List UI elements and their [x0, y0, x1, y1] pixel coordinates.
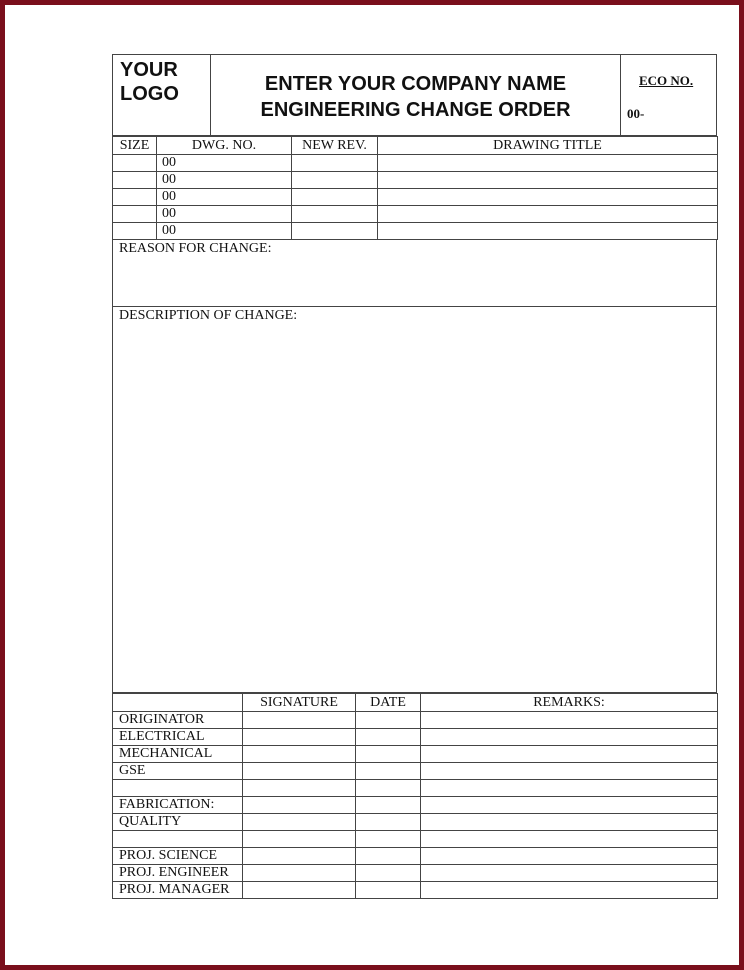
new-rev-cell[interactable]	[292, 155, 378, 172]
dwg-no-cell[interactable]: 00	[157, 223, 292, 240]
company-name: ENTER YOUR COMPANY NAME	[264, 73, 567, 95]
date-cell[interactable]	[356, 814, 421, 831]
remarks-cell[interactable]	[421, 746, 718, 763]
description-of-change-field[interactable]	[112, 307, 717, 693]
signoff-row	[113, 848, 718, 865]
dwg-no-cell[interactable]: 00	[157, 172, 292, 189]
signoff-row	[113, 780, 718, 797]
signoff-row	[113, 797, 718, 814]
signoff-row	[113, 865, 718, 882]
remarks-cell[interactable]	[421, 814, 718, 831]
new-rev-cell[interactable]	[292, 172, 378, 189]
date-cell[interactable]	[356, 882, 421, 899]
signature-cell[interactable]	[243, 848, 356, 865]
remarks-cell[interactable]	[421, 848, 718, 865]
role-label: FABRICATION:	[113, 797, 243, 814]
column-header-dwg-no: DWG. NO.	[157, 137, 292, 155]
table-row	[113, 155, 718, 172]
drawing-title-cell[interactable]	[378, 155, 718, 172]
signature-cell[interactable]	[243, 746, 356, 763]
role-label	[113, 831, 243, 848]
signature-cell[interactable]	[243, 814, 356, 831]
signoff-header-row	[113, 694, 718, 712]
signoff-row	[113, 814, 718, 831]
drawing-title-cell[interactable]	[378, 206, 718, 223]
column-header-new-rev: NEW REV.	[292, 137, 378, 155]
signature-cell[interactable]	[243, 729, 356, 746]
date-cell[interactable]	[356, 865, 421, 882]
column-header-role	[113, 694, 243, 712]
column-header-size: SIZE	[113, 137, 157, 155]
role-label: PROJ. ENGINEER	[113, 865, 243, 882]
dwg-no-cell[interactable]: 00	[157, 206, 292, 223]
remarks-cell[interactable]	[421, 831, 718, 848]
remarks-cell[interactable]	[421, 865, 718, 882]
signoff-row	[113, 729, 718, 746]
column-header-date: DATE	[356, 694, 421, 712]
role-label: PROJ. SCIENCE	[113, 848, 243, 865]
column-header-drawing-title: DRAWING TITLE	[378, 137, 718, 155]
table-row	[113, 223, 718, 240]
form-header	[112, 54, 717, 136]
remarks-cell[interactable]	[421, 797, 718, 814]
role-label: ORIGINATOR	[113, 712, 243, 729]
remarks-cell[interactable]	[421, 882, 718, 899]
new-rev-cell[interactable]	[292, 189, 378, 206]
date-cell[interactable]	[356, 712, 421, 729]
dwg-no-cell[interactable]: 00	[157, 189, 292, 206]
size-cell[interactable]	[113, 189, 157, 206]
drawing-title-cell[interactable]	[378, 172, 718, 189]
size-cell[interactable]	[113, 223, 157, 240]
reason-for-change-field[interactable]	[112, 240, 717, 307]
date-cell[interactable]	[356, 797, 421, 814]
eco-label: ECO NO.	[639, 73, 694, 88]
date-cell[interactable]	[356, 729, 421, 746]
role-label: GSE	[113, 763, 243, 780]
date-cell[interactable]	[356, 780, 421, 797]
role-label: QUALITY	[113, 814, 243, 831]
remarks-cell[interactable]	[421, 712, 718, 729]
description-of-change-label: DESCRIPTION OF CHANGE:	[119, 308, 298, 323]
table-row	[113, 206, 718, 223]
reason-for-change-label: REASON FOR CHANGE:	[119, 241, 272, 256]
date-cell[interactable]	[356, 763, 421, 780]
size-cell[interactable]	[113, 206, 157, 223]
signoff-row	[113, 746, 718, 763]
size-cell[interactable]	[113, 155, 157, 172]
signature-cell[interactable]	[243, 882, 356, 899]
role-label	[113, 780, 243, 797]
signature-cell[interactable]	[243, 797, 356, 814]
logo-placeholder	[113, 55, 211, 135]
column-header-signature: SIGNATURE	[243, 694, 356, 712]
signature-cell[interactable]	[243, 712, 356, 729]
size-cell[interactable]	[113, 172, 157, 189]
new-rev-cell[interactable]	[292, 223, 378, 240]
role-label: ELECTRICAL	[113, 729, 243, 746]
new-rev-cell[interactable]	[292, 206, 378, 223]
remarks-cell[interactable]	[421, 729, 718, 746]
drawing-title-cell[interactable]	[378, 189, 718, 206]
logo-line1: YOUR	[120, 59, 178, 81]
signoff-row	[113, 882, 718, 899]
date-cell[interactable]	[356, 831, 421, 848]
logo-line2: LOGO	[120, 83, 179, 105]
signoff-row	[113, 763, 718, 780]
signature-cell[interactable]	[243, 780, 356, 797]
company-block	[211, 55, 621, 135]
dwg-no-cell[interactable]: 00	[157, 155, 292, 172]
remarks-cell[interactable]	[421, 780, 718, 797]
role-label: MECHANICAL	[113, 746, 243, 763]
role-label: PROJ. MANAGER	[113, 882, 243, 899]
signoff-table	[112, 693, 718, 899]
table-row	[113, 189, 718, 206]
eco-number-block	[621, 55, 716, 135]
signature-cell[interactable]	[243, 831, 356, 848]
signature-cell[interactable]	[243, 763, 356, 780]
date-cell[interactable]	[356, 746, 421, 763]
signoff-row	[113, 831, 718, 848]
drawing-title-cell[interactable]	[378, 223, 718, 240]
drawings-header-row	[113, 137, 718, 155]
remarks-cell[interactable]	[421, 763, 718, 780]
drawings-table	[112, 136, 718, 240]
eco-form	[112, 54, 717, 899]
column-header-remarks: REMARKS:	[421, 694, 718, 712]
table-row	[113, 172, 718, 189]
signature-cell[interactable]	[243, 865, 356, 882]
form-title: ENGINEERING CHANGE ORDER	[260, 99, 571, 121]
eco-number-field[interactable]: 00-	[627, 106, 645, 121]
date-cell[interactable]	[356, 848, 421, 865]
signoff-row	[113, 712, 718, 729]
